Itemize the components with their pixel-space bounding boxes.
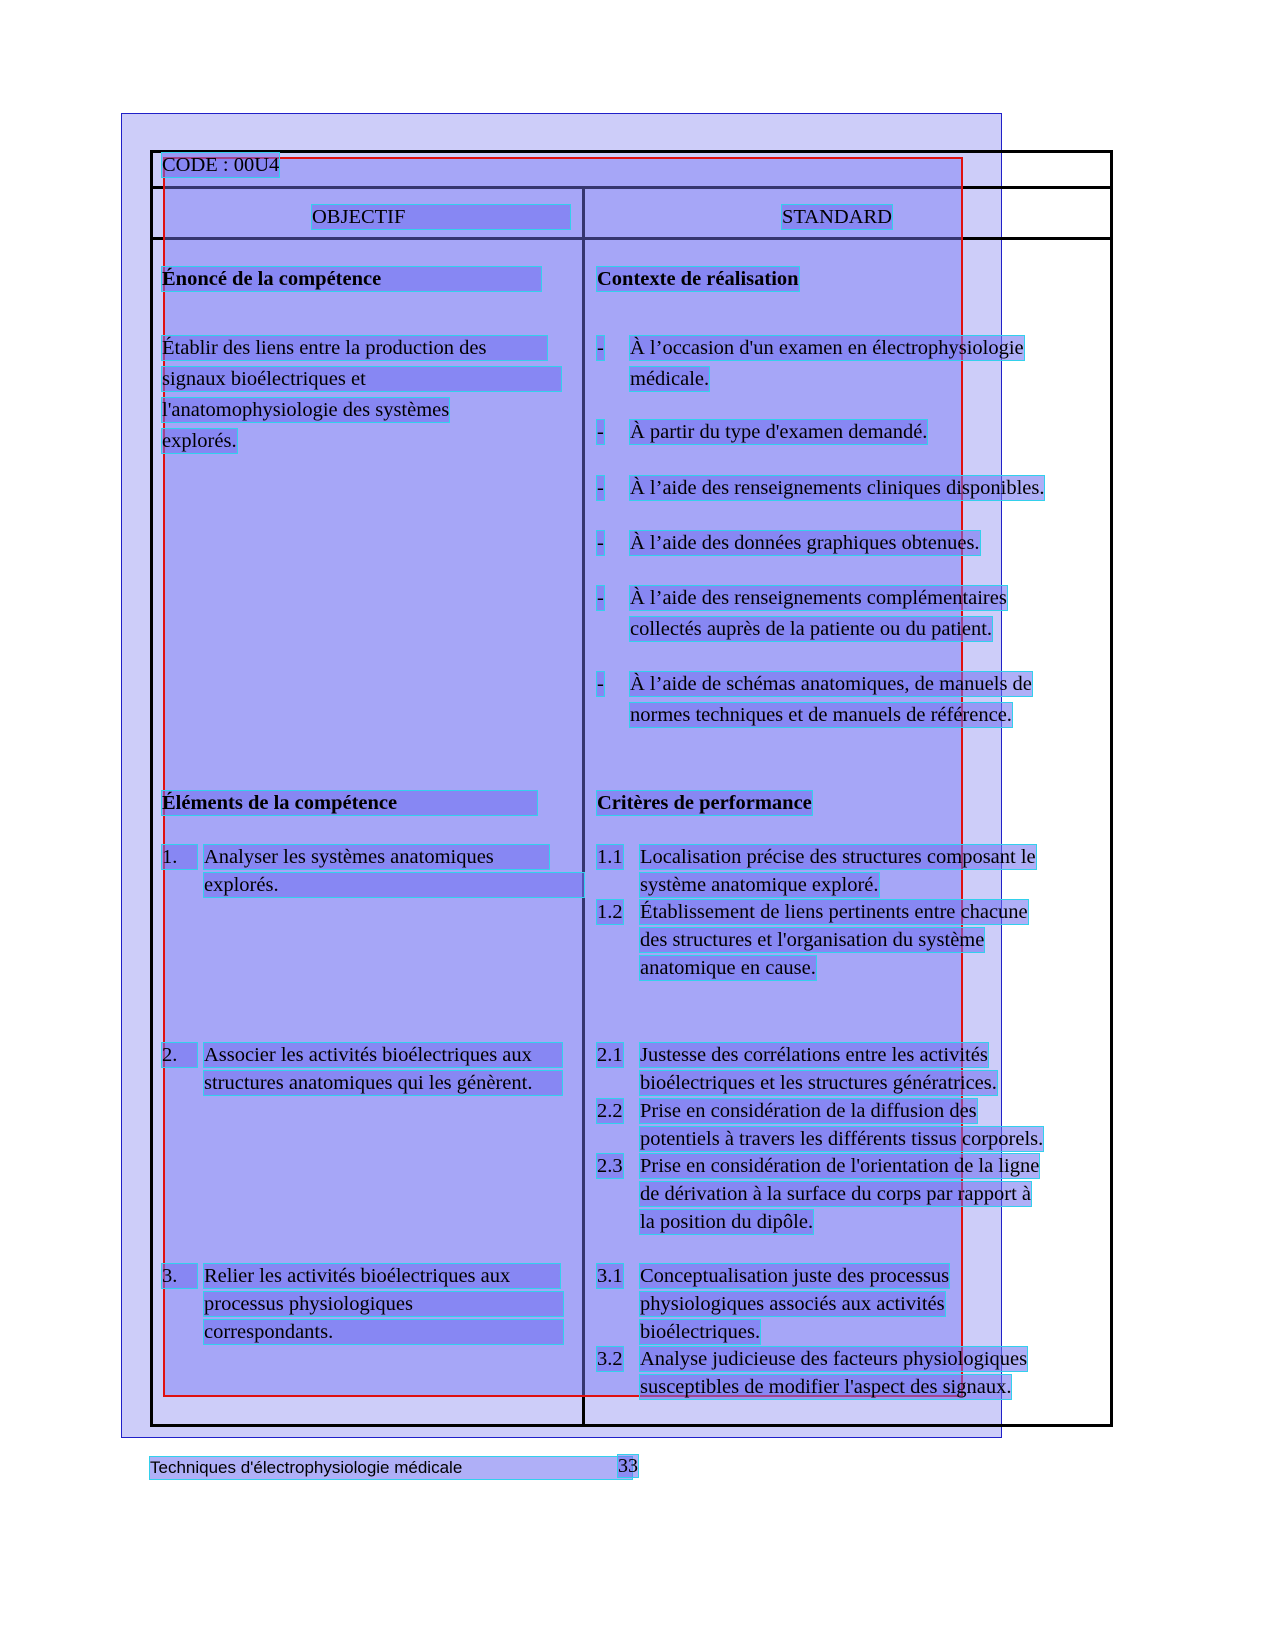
critere-number: 3.1 <box>597 1265 623 1287</box>
contexte-item-line: À l’aide des données graphiques obtenues. <box>630 532 980 554</box>
critere-number: 2.1 <box>597 1044 623 1066</box>
enonce-line: Établir des liens entre la production des <box>162 336 547 360</box>
enonce-title: Énoncé de la compétence <box>162 267 541 291</box>
critere-line: Localisation précise des structures composant le <box>640 846 1036 868</box>
critere-number: 2.3 <box>597 1155 623 1177</box>
element-number: 1. <box>162 845 197 869</box>
critere-line: Justesse des corrélations entre les activités <box>640 1044 988 1066</box>
bullet: - <box>597 587 604 609</box>
contexte-title: Contexte de réalisation <box>597 268 799 290</box>
critere-line: Prise en considération de la diffusion des <box>640 1100 977 1122</box>
critere-line: Conceptualisation juste des processus <box>640 1265 950 1287</box>
critere-number: 1.1 <box>597 846 623 868</box>
element-line: processus physiologiques <box>204 1292 563 1316</box>
element-number: 2. <box>162 1043 197 1067</box>
enonce-line: explorés. <box>162 430 237 452</box>
standard-header: STANDARD <box>782 206 892 228</box>
bullet: - <box>597 337 604 359</box>
contexte-item-line: À l’aide des renseignements cliniques disponibles. <box>630 477 1045 499</box>
bullet: - <box>597 421 604 443</box>
element-line: Relier les activités bioélectriques aux <box>204 1264 560 1288</box>
critere-line: susceptibles de modifier l'aspect des signaux. <box>640 1376 1012 1398</box>
critere-line: anatomique en cause. <box>640 957 816 979</box>
critere-line: potentiels à travers les différents tissus corporels. <box>640 1128 1044 1150</box>
page-number: 33 <box>618 1455 638 1477</box>
element-line: correspondants. <box>204 1320 563 1344</box>
contexte-item-line: À l’aide de schémas anatomiques, de manuels de <box>630 673 1032 695</box>
contexte-item-line: collectés auprès de la patiente ou du patient. <box>630 618 993 640</box>
enonce-line: l'anatomophysiologie des systèmes <box>162 399 450 421</box>
critere-line: Analyse judicieuse des facteurs physiologiques <box>640 1348 1028 1370</box>
criteres-title: Critères de performance <box>597 792 812 814</box>
contexte-item-line: À partir du type d'examen demandé. <box>630 421 928 443</box>
objectif-header: OBJECTIF <box>312 205 570 229</box>
critere-line: bioélectriques. <box>640 1321 761 1343</box>
critere-line: bioélectriques et les structures génératrices. <box>640 1072 997 1094</box>
critere-line: Prise en considération de l'orientation de la ligne <box>640 1155 1040 1177</box>
critere-number: 3.2 <box>597 1348 623 1370</box>
critere-number: 1.2 <box>597 901 623 923</box>
bullet: - <box>597 532 604 554</box>
critere-line: la position du dipôle. <box>640 1211 814 1233</box>
enonce-line: signaux bioélectriques et <box>162 367 561 391</box>
critere-line: système anatomique exploré. <box>640 874 879 896</box>
contexte-item-line: À l’aide des renseignements complémentaires <box>630 587 1007 609</box>
critere-line: de dérivation à la surface du corps par rapport à <box>640 1183 1032 1205</box>
element-line: explorés. <box>204 873 584 897</box>
critere-line: physiologiques associés aux activités <box>640 1293 945 1315</box>
footer-title: Techniques d'électrophysiologie médicale <box>150 1457 632 1479</box>
critere-line: des structures et l'organisation du système <box>640 929 985 951</box>
contexte-item-line: médicale. <box>630 368 710 390</box>
elements-title: Éléments de la compétence <box>162 791 537 815</box>
critere-line: Établissement de liens pertinents entre chacune <box>640 901 1028 923</box>
contexte-item-line: normes techniques et de manuels de référence. <box>630 704 1012 726</box>
bullet: - <box>597 477 604 499</box>
element-line: Analyser les systèmes anatomiques <box>204 845 549 869</box>
element-line: structures anatomiques qui les génèrent. <box>204 1071 562 1095</box>
contexte-item-line: À l’occasion d'un examen en électrophysiologie <box>630 337 1024 359</box>
critere-number: 2.2 <box>597 1100 623 1122</box>
bullet: - <box>597 673 604 695</box>
competence-code: CODE : 00U4 <box>162 154 280 176</box>
element-line: Associer les activités bioélectriques aux <box>204 1043 562 1067</box>
element-number: 3. <box>162 1264 197 1288</box>
